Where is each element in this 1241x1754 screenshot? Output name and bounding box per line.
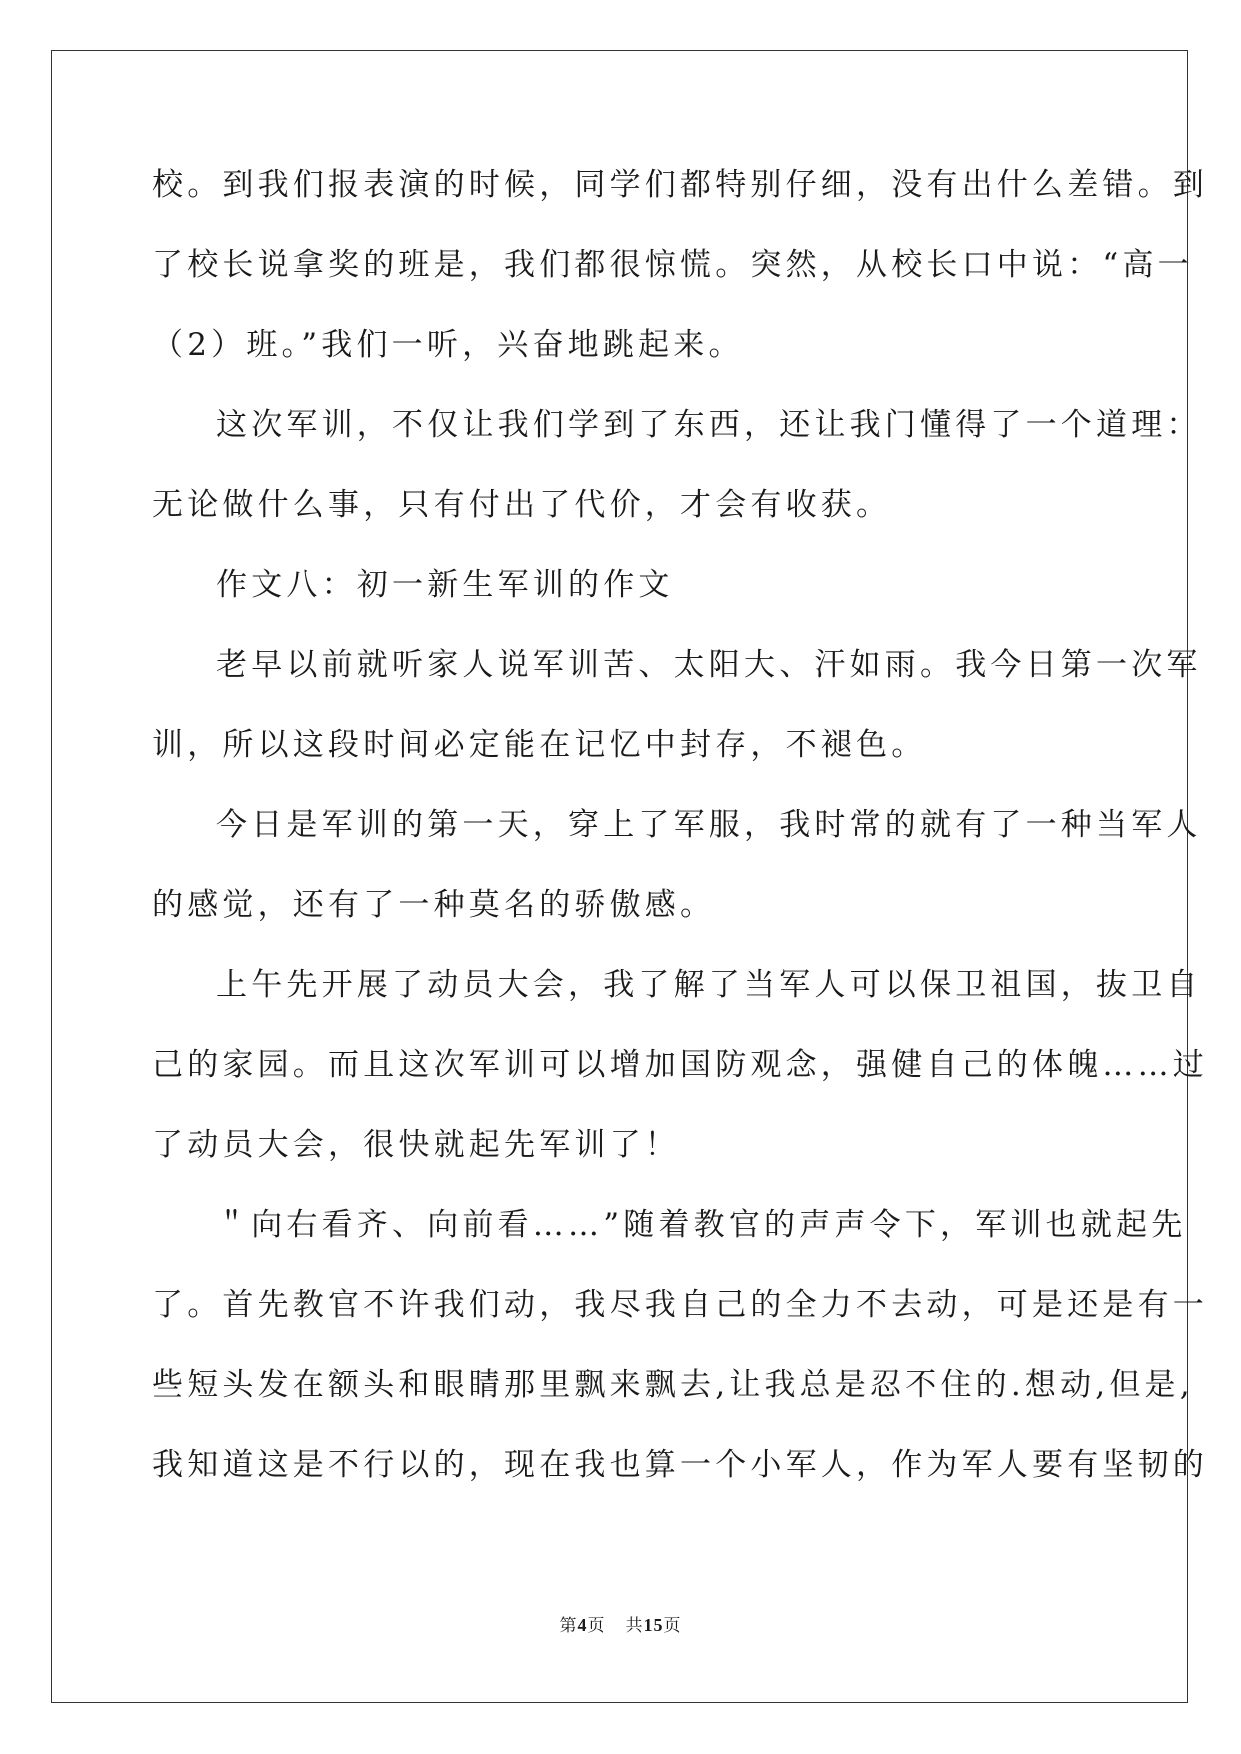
text-line: ＂向右看齐、向前看……”随着教官的声声令下，军训也就起先: [216, 1207, 1187, 1243]
text-line: 的感觉，还有了一种莫名的骄傲感。: [152, 887, 716, 923]
text-line: 这次军训，不仅让我们学到了东西，还让我门懂得了一个道理：: [216, 407, 1202, 443]
text-line: 我知道这是不行以的，现在我也算一个小军人，作为军人要有坚韧的: [152, 1447, 1208, 1483]
text-line: 己的家园。而且这次军训可以增加国防观念，强健自己的体魄……过: [152, 1047, 1208, 1083]
footer-page-word: 页: [587, 1616, 606, 1636]
text-line: 今日是军训的第一天，穿上了军服，我时常的就有了一种当军人: [216, 807, 1202, 843]
footer-total-suffix: 页: [663, 1616, 682, 1636]
section-heading: 作文八：初一新生军训的作文: [216, 567, 674, 603]
text-line: 了动员大会，很快就起先军训了！: [152, 1127, 680, 1163]
page-footer: [0, 1611, 1241, 1636]
total-page-number: 15: [643, 1615, 664, 1635]
footer-prefix: 第: [559, 1616, 578, 1636]
text-line: （2）班。”我们一听，兴奋地跳起来。: [152, 327, 744, 363]
text-line: 了。首先教官不许我们动，我尽我自己的全力不去动，可是还是有一: [152, 1287, 1208, 1323]
text-line: 些短头发在额头和眼睛那里飘来飘去,让我总是忍不住的.想动,但是,: [152, 1367, 1194, 1403]
text-line: 了校长说拿奖的班是，我们都很惊慌。突然，从校长口中说：“高一: [152, 247, 1193, 283]
text-line: 上午先开展了动员大会，我了解了当军人可以保卫祖国，抜卫自: [216, 967, 1202, 1003]
text-line: 训，所以这段时间必定能在记忆中封存，不褪色。: [152, 727, 927, 763]
text-line: 老早以前就听家人说军训苦、太阳大、汗如雨。我今日第一次军: [216, 647, 1202, 683]
footer-total-prefix: 共: [625, 1616, 644, 1636]
current-page-number: 4: [577, 1615, 588, 1635]
text-line: 无论做什么事，只有付出了代价，才会有收获。: [152, 487, 892, 523]
document-body: [152, 160, 1208, 1520]
text-line: 校。到我们报表演的时候，同学们都特别仔细，没有出什么差错。到: [152, 167, 1208, 203]
